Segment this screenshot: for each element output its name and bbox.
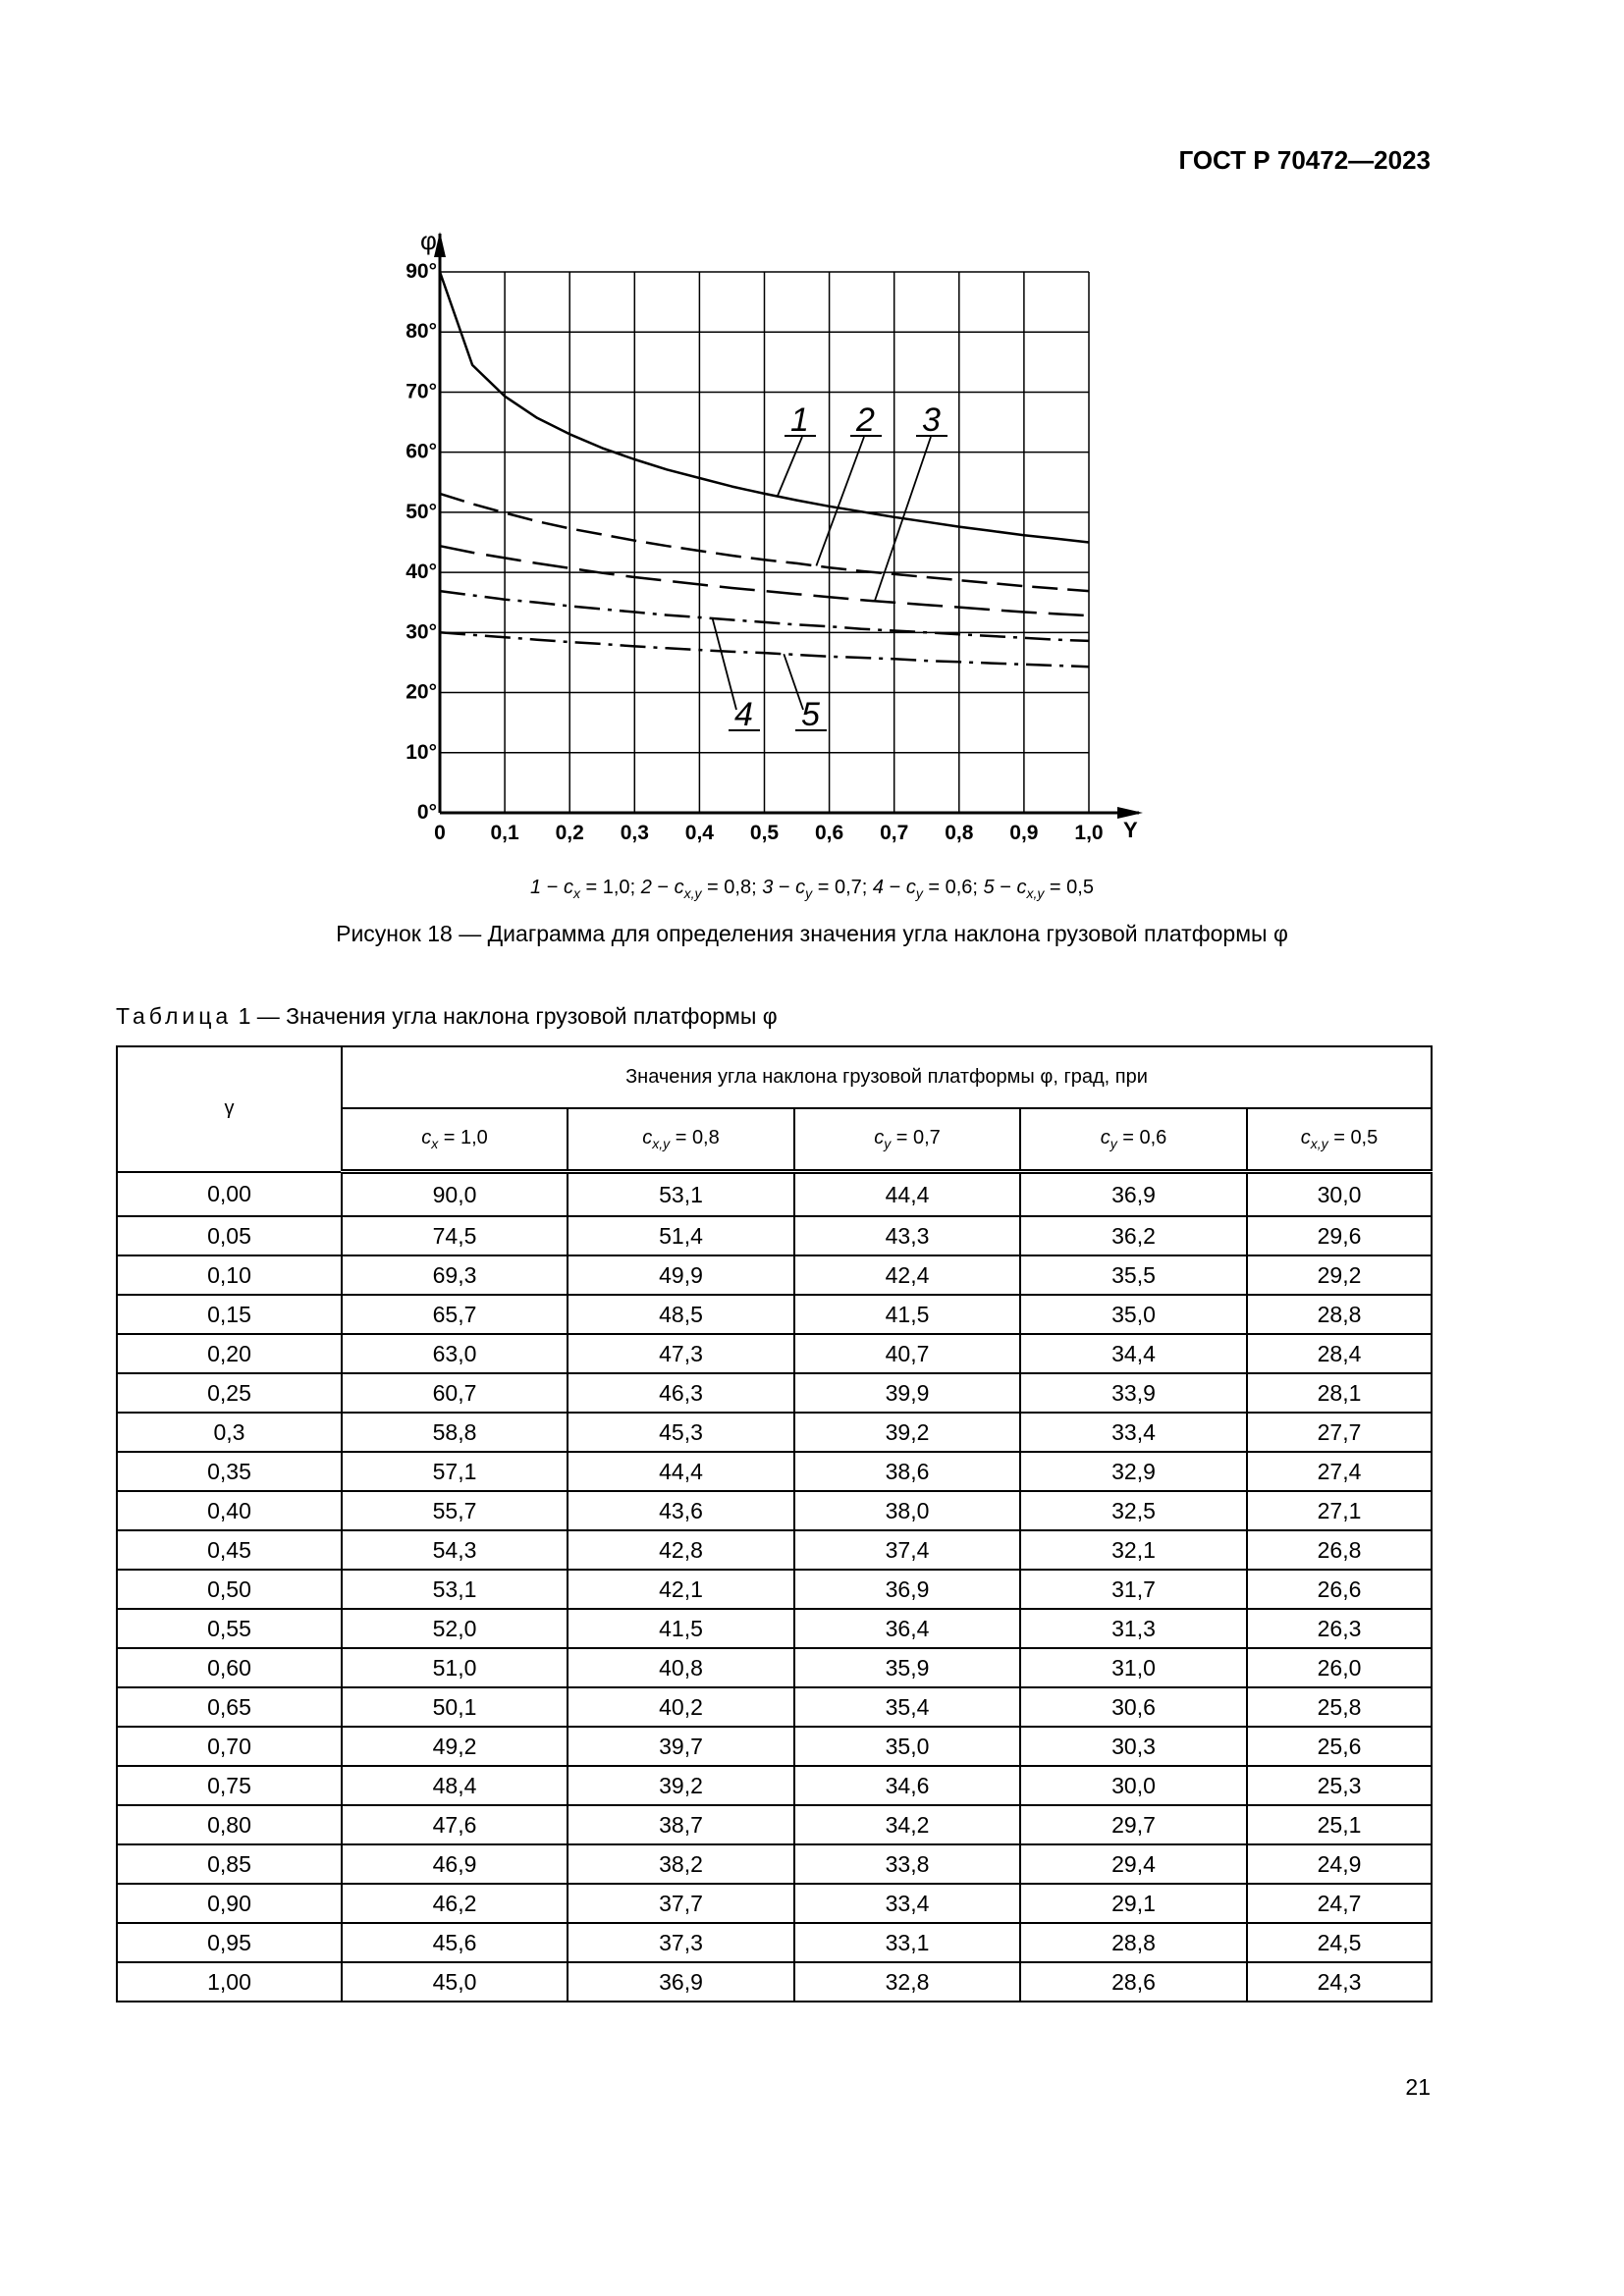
x-tick-label: 0,8 <box>945 822 974 844</box>
y-axis-label: φ <box>420 226 437 255</box>
table-row <box>117 1923 1432 1962</box>
table-row <box>117 1570 1432 1609</box>
gamma-cell: 0,80 <box>117 1805 342 1844</box>
value-cell: 53,1 <box>342 1570 568 1609</box>
value-cell: 37,4 <box>794 1530 1020 1570</box>
value-cell: 31,7 <box>1020 1570 1247 1609</box>
y-tick-label: 70° <box>406 380 437 403</box>
value-cell: 42,8 <box>568 1530 794 1570</box>
value-cell: 58,8 <box>342 1413 568 1452</box>
value-cell: 35,9 <box>794 1648 1020 1687</box>
value-cell: 25,8 <box>1247 1687 1432 1727</box>
value-cell: 35,5 <box>1020 1255 1247 1295</box>
value-cell: 48,5 <box>568 1295 794 1334</box>
value-cell: 39,2 <box>568 1766 794 1805</box>
value-cell: 25,3 <box>1247 1766 1432 1805</box>
value-cell: 34,4 <box>1020 1334 1247 1373</box>
table-title-text: 1 — Значения угла наклона грузовой платформы φ <box>232 1003 778 1029</box>
table-row <box>117 1884 1432 1923</box>
y-tick-label: 20° <box>406 680 437 704</box>
value-cell: 53,1 <box>568 1172 794 1217</box>
value-cell: 28,8 <box>1020 1923 1247 1962</box>
value-cell: 36,4 <box>794 1609 1020 1648</box>
value-cell: 36,2 <box>1020 1216 1247 1255</box>
row-header-gamma: γ <box>117 1046 342 1172</box>
value-cell: 55,7 <box>342 1491 568 1530</box>
table-row <box>117 1491 1432 1530</box>
value-cell: 39,7 <box>568 1727 794 1766</box>
value-cell: 60,7 <box>342 1373 568 1413</box>
gamma-cell: 0,15 <box>117 1295 342 1334</box>
x-tick-label: 0,1 <box>490 822 519 844</box>
value-cell: 38,2 <box>568 1844 794 1884</box>
value-cell: 40,2 <box>568 1687 794 1727</box>
value-cell: 26,8 <box>1247 1530 1432 1570</box>
value-cell: 49,2 <box>342 1727 568 1766</box>
callout-label-4: 4 <box>734 696 753 733</box>
gamma-cell: 0,40 <box>117 1491 342 1530</box>
value-cell: 35,0 <box>1020 1295 1247 1334</box>
value-cell: 54,3 <box>342 1530 568 1570</box>
value-cell: 24,9 <box>1247 1844 1432 1884</box>
value-cell: 38,0 <box>794 1491 1020 1530</box>
column-header-5: $c_{x,y} = 0,5$ <box>1247 1108 1432 1172</box>
legend-item-4: $4 - c_y = 0,6$; <box>872 877 984 901</box>
value-cell: 28,1 <box>1247 1373 1432 1413</box>
x-tick-label: 0,2 <box>555 822 584 844</box>
y-tick-label: 0° <box>416 801 437 824</box>
value-cell: 33,4 <box>1020 1413 1247 1452</box>
gamma-cell: 0,95 <box>117 1923 342 1962</box>
column-header-1: $c_x = 1,0$ <box>342 1108 568 1172</box>
gamma-cell: 0,3 <box>117 1413 342 1452</box>
table-row <box>117 1844 1432 1884</box>
value-cell: 41,5 <box>568 1609 794 1648</box>
gamma-cell: 0,60 <box>117 1648 342 1687</box>
value-cell: 38,6 <box>794 1452 1020 1491</box>
x-tick-label: 0 <box>434 822 446 844</box>
value-cell: 26,3 <box>1247 1609 1432 1648</box>
gamma-cell: 0,70 <box>117 1727 342 1766</box>
value-cell: 44,4 <box>794 1172 1020 1217</box>
value-cell: 26,0 <box>1247 1648 1432 1687</box>
value-cell: 47,6 <box>342 1805 568 1844</box>
x-tick-label: 0,7 <box>880 822 909 844</box>
value-cell: 32,1 <box>1020 1530 1247 1570</box>
gamma-cell: 0,65 <box>117 1687 342 1727</box>
y-tick-label: 80° <box>406 320 437 344</box>
gamma-cell: 0,20 <box>117 1334 342 1373</box>
value-cell: 43,3 <box>794 1216 1020 1255</box>
value-cell: 24,7 <box>1247 1884 1432 1923</box>
value-cell: 40,8 <box>568 1648 794 1687</box>
value-cell: 36,9 <box>794 1570 1020 1609</box>
value-cell: 42,1 <box>568 1570 794 1609</box>
table-row <box>117 1727 1432 1766</box>
value-cell: 51,4 <box>568 1216 794 1255</box>
value-cell: 28,8 <box>1247 1295 1432 1334</box>
legend-item-1: $1 - c_x = 1,0$; <box>530 877 641 901</box>
callout-label-1: 1 <box>790 401 809 439</box>
y-tick-label: 60° <box>406 440 437 463</box>
value-cell: 63,0 <box>342 1334 568 1373</box>
value-cell: 32,5 <box>1020 1491 1247 1530</box>
x-tick-label: 0,4 <box>684 822 715 844</box>
value-cell: 65,7 <box>342 1295 568 1334</box>
value-cell: 25,6 <box>1247 1727 1432 1766</box>
value-cell: 46,9 <box>342 1844 568 1884</box>
value-cell: 35,4 <box>794 1687 1020 1727</box>
gamma-cell: 0,55 <box>117 1609 342 1648</box>
table-row <box>117 1687 1432 1727</box>
angle-diagram-chart <box>0 0 1624 864</box>
value-cell: 34,2 <box>794 1805 1020 1844</box>
figure-legend <box>0 877 1624 901</box>
value-cell: 39,2 <box>794 1413 1020 1452</box>
x-axis-label: Y <box>1123 818 1138 842</box>
table-row <box>117 1452 1432 1491</box>
value-cell: 46,3 <box>568 1373 794 1413</box>
gamma-cell: 0,45 <box>117 1530 342 1570</box>
x-tick-label: 0,9 <box>1009 822 1039 844</box>
table-row <box>117 1530 1432 1570</box>
legend-item-2: $2 - c_{x,y} = 0,8$; <box>640 877 763 901</box>
gamma-cell: 1,00 <box>117 1962 342 2002</box>
y-tick-label: 40° <box>406 561 437 584</box>
column-header-2: $c_{x,y} = 0,8$ <box>568 1108 794 1172</box>
value-cell: 27,7 <box>1247 1413 1432 1452</box>
value-cell: 43,6 <box>568 1491 794 1530</box>
gamma-cell: 0,90 <box>117 1884 342 1923</box>
value-cell: 47,3 <box>568 1334 794 1373</box>
value-cell: 25,1 <box>1247 1805 1432 1844</box>
value-cell: 38,7 <box>568 1805 794 1844</box>
value-cell: 29,7 <box>1020 1805 1247 1844</box>
table-row <box>117 1413 1432 1452</box>
value-cell: 69,3 <box>342 1255 568 1295</box>
table-row <box>117 1334 1432 1373</box>
value-cell: 32,9 <box>1020 1452 1247 1491</box>
callout-leader-1 <box>778 437 802 497</box>
table-row <box>117 1609 1432 1648</box>
y-tick-label: 10° <box>406 740 437 764</box>
table-row <box>117 1255 1432 1295</box>
value-cell: 45,3 <box>568 1413 794 1452</box>
callout-leader-3 <box>875 437 931 601</box>
value-cell: 29,1 <box>1020 1884 1247 1923</box>
value-cell: 33,9 <box>1020 1373 1247 1413</box>
value-cell: 48,4 <box>342 1766 568 1805</box>
value-cell: 27,1 <box>1247 1491 1432 1530</box>
value-cell: 34,6 <box>794 1766 1020 1805</box>
gamma-cell: 0,35 <box>117 1452 342 1491</box>
value-cell: 33,1 <box>794 1923 1020 1962</box>
value-cell: 45,6 <box>342 1923 568 1962</box>
table-row <box>117 1373 1432 1413</box>
value-cell: 37,7 <box>568 1884 794 1923</box>
value-cell: 36,9 <box>1020 1172 1247 1217</box>
gamma-cell: 0,50 <box>117 1570 342 1609</box>
value-cell: 44,4 <box>568 1452 794 1491</box>
value-cell: 30,0 <box>1247 1172 1432 1217</box>
value-cell: 31,0 <box>1020 1648 1247 1687</box>
value-cell: 52,0 <box>342 1609 568 1648</box>
y-tick-label: 50° <box>406 500 437 523</box>
x-tick-label: 0,6 <box>814 822 844 844</box>
gamma-cell: 0,00 <box>117 1172 342 1217</box>
legend-item-5: $5 - c_{x,y} = 0,5$ <box>983 877 1094 901</box>
value-cell: 90,0 <box>342 1172 568 1217</box>
table-row <box>117 1216 1432 1255</box>
value-cell: 30,0 <box>1020 1766 1247 1805</box>
value-cell: 33,8 <box>794 1844 1020 1884</box>
y-tick-label: 30° <box>406 620 437 644</box>
x-tick-label: 1,0 <box>1074 822 1104 844</box>
page-number: 21 <box>1405 2074 1431 2100</box>
value-cell: 57,1 <box>342 1452 568 1491</box>
y-tick-label: 90° <box>406 260 437 283</box>
value-cell: 41,5 <box>794 1295 1020 1334</box>
column-header-3: $c_y = 0,7$ <box>794 1108 1020 1172</box>
table-row <box>117 1172 1432 1217</box>
table-row <box>117 1295 1432 1334</box>
gamma-cell: 0,10 <box>117 1255 342 1295</box>
legend-item-3: $3 - c_y = 0,7$; <box>762 877 873 901</box>
table-title-label: Таблица <box>116 1003 233 1029</box>
callout-label-5: 5 <box>801 696 820 733</box>
value-cell: 50,1 <box>342 1687 568 1727</box>
value-cell: 42,4 <box>794 1255 1020 1295</box>
table-title <box>116 1003 778 1030</box>
table-row <box>117 1766 1432 1805</box>
value-cell: 40,7 <box>794 1334 1020 1373</box>
value-cell: 26,6 <box>1247 1570 1432 1609</box>
value-cell: 30,6 <box>1020 1687 1247 1727</box>
gamma-cell: 0,05 <box>117 1216 342 1255</box>
column-header-4: $c_y = 0,6$ <box>1020 1108 1247 1172</box>
figure-caption: Рисунок 18 — Диаграмма для определения значения угла наклона грузовой платформы φ <box>336 921 1288 946</box>
value-cell: 24,5 <box>1247 1923 1432 1962</box>
gamma-cell: 0,25 <box>117 1373 342 1413</box>
table-row <box>117 1648 1432 1687</box>
callout-label-3: 3 <box>922 401 941 439</box>
group-header: Значения угла наклона грузовой платформы φ, град, при <box>342 1046 1432 1108</box>
gamma-cell: 0,85 <box>117 1844 342 1884</box>
value-cell: 36,9 <box>568 1962 794 2002</box>
x-tick-label: 0,5 <box>749 822 780 844</box>
value-cell: 24,3 <box>1247 1962 1432 2002</box>
table-row <box>117 1805 1432 1844</box>
document-code: ГОСТ Р 70472—2023 <box>1178 145 1431 175</box>
value-cell: 33,4 <box>794 1884 1020 1923</box>
value-cell: 29,6 <box>1247 1216 1432 1255</box>
value-cell: 31,3 <box>1020 1609 1247 1648</box>
value-cell: 74,5 <box>342 1216 568 1255</box>
value-cell: 49,9 <box>568 1255 794 1295</box>
value-cell: 28,6 <box>1020 1962 1247 2002</box>
value-cell: 46,2 <box>342 1884 568 1923</box>
value-cell: 28,4 <box>1247 1334 1432 1373</box>
value-cell: 29,2 <box>1247 1255 1432 1295</box>
value-cell: 39,9 <box>794 1373 1020 1413</box>
value-cell: 30,3 <box>1020 1727 1247 1766</box>
gamma-cell: 0,75 <box>117 1766 342 1805</box>
value-cell: 35,0 <box>794 1727 1020 1766</box>
callout-leader-2 <box>816 437 864 565</box>
value-cell: 27,4 <box>1247 1452 1432 1491</box>
table-row <box>117 1962 1432 2002</box>
angle-values-table <box>116 1045 1433 2002</box>
value-cell: 37,3 <box>568 1923 794 1962</box>
callout-label-2: 2 <box>856 401 875 439</box>
value-cell: 51,0 <box>342 1648 568 1687</box>
value-cell: 45,0 <box>342 1962 568 2002</box>
value-cell: 32,8 <box>794 1962 1020 2002</box>
x-tick-label: 0,3 <box>620 822 649 844</box>
value-cell: 29,4 <box>1020 1844 1247 1884</box>
